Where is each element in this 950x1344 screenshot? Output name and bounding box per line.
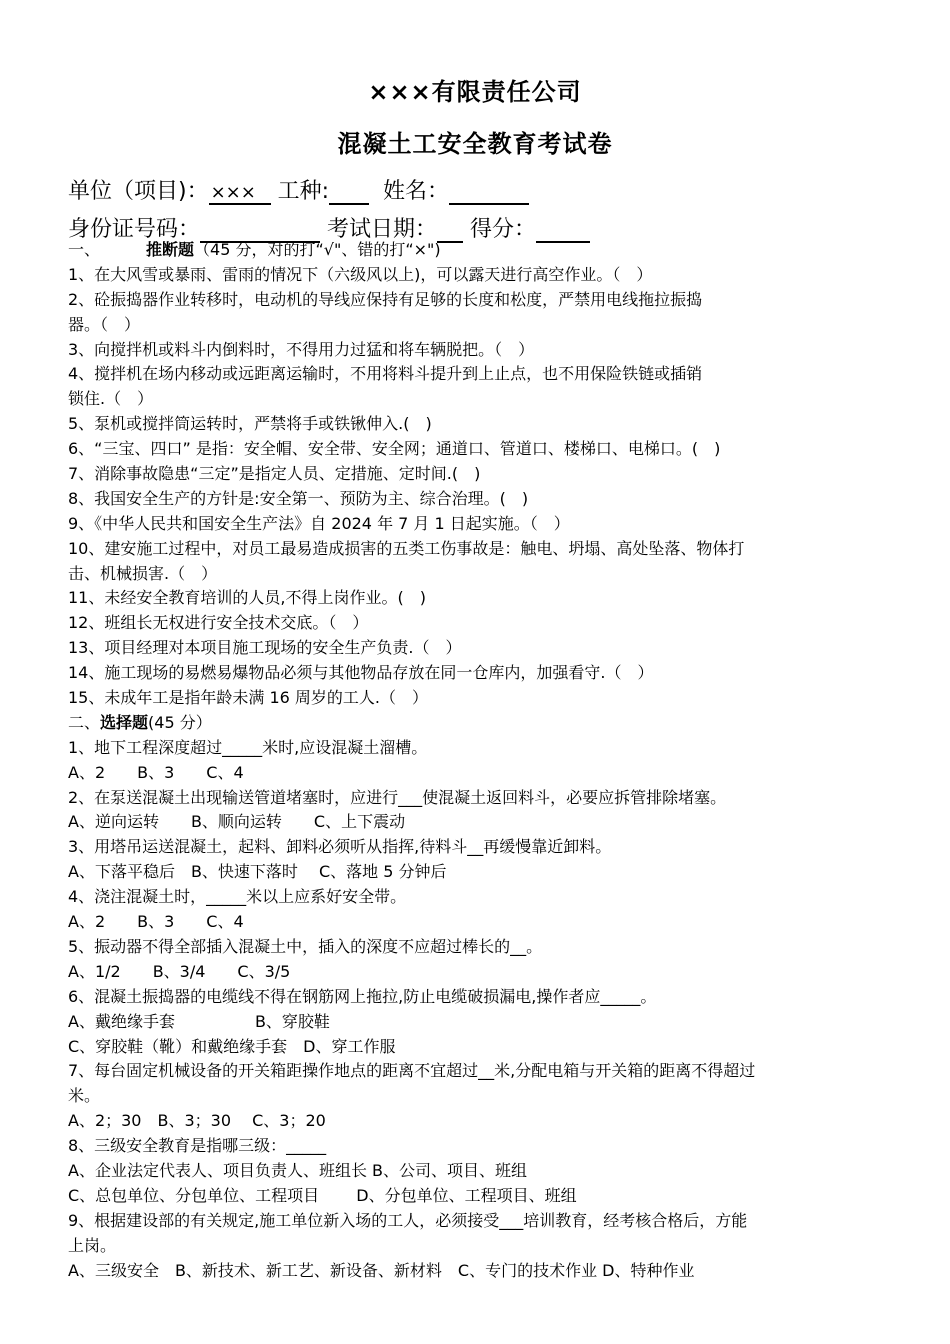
question-line: 锁住.（ ） — [68, 389, 154, 409]
option-line: A、三级安全 B、新技术、新工艺、新设备、新材料 C、专门的技术作业 D、特种作业 — [68, 1260, 695, 1280]
unit-value: ××× — [210, 182, 256, 203]
exam-body — [68, 238, 898, 1283]
question-line: 5、振动器不得全部插入混凝土中，插入的深度不应超过棒长的__。 — [68, 936, 543, 956]
section1-title: 推断题 — [146, 240, 195, 259]
question-line: 14、施工现场的易燃易爆物品必须与其他物品存放在同一仓库内，加强看守.（ ） — [68, 663, 654, 683]
question-line: 10、建安施工过程中，对员工最易造成损害的五类工伤事故是：触电、坍塌、高处坠落、物体打 — [68, 538, 745, 558]
question-line: 1、在大风雪或暴雨、雷雨的情况下（六级风以上)，可以露天进行高空作业。（ ） — [68, 264, 653, 284]
name-label: 姓名： — [383, 179, 450, 204]
trade-field[interactable] — [329, 181, 369, 205]
question-line: 1、地下工程深度超过_____米时,应设混凝土溜槽。 — [68, 737, 428, 757]
question-line: 7、消除事故隐患“三定”是指定人员、定措施、定时间.( ) — [68, 464, 481, 484]
section2-note: (45 分） — [148, 712, 212, 732]
option-line: A、逆向运转 B、顺向运转 C、上下震动 — [68, 812, 406, 832]
question-line: 4、浇注混凝土时，_____米以上应系好安全带。 — [68, 887, 407, 907]
question-line: 8、三级安全教育是指哪三级：_____ — [68, 1136, 327, 1156]
unit-field[interactable] — [209, 181, 271, 205]
question-line: 击、机械损害.（ ） — [68, 563, 218, 583]
question-line: 15、未成年工是指年龄未满 16 周岁的工人.（ ） — [68, 688, 428, 708]
question-line: 2、在泵送混凝土出现输送管道堵塞时，应进行___使混凝土返回料斗，必要应拆管排除堵塞。 — [68, 787, 727, 807]
unit-label: 单位（项目)： — [68, 179, 209, 204]
company-title: ×××有限责任公司 — [368, 78, 582, 106]
question-line: 上岗。 — [68, 1235, 117, 1255]
option-line: A、下落平稳后 B、快速下落时 C、落地 5 分钟后 — [68, 862, 447, 882]
question-line: 4、搅拌机在场内移动或远距离运输时，不用将料斗提升到上止点，也不用保险铁链或插销 — [68, 364, 703, 384]
question-line: 8、我国安全生产的方针是:安全第一、预防为主、综合治理。( ) — [68, 488, 529, 508]
exam-title: 混凝土工安全教育考试卷 — [337, 130, 613, 158]
question-line: 3、向搅拌机或料斗内倒料时，不得用力过猛和将车辆脱把。（ ） — [68, 339, 535, 359]
question-line: 11、未经安全教育培训的人员,不得上岗作业。( ) — [68, 588, 426, 608]
question-line: 2、砼振捣器作业转移时，电动机的导线应保持有足够的长度和松度，严禁用电线拖拉振捣 — [68, 289, 703, 309]
question-line: 器。（ ） — [68, 314, 141, 334]
question-line: 米。 — [68, 1086, 101, 1106]
question-line: 13、项目经理对本项目施工现场的安全生产负责.（ ） — [68, 638, 462, 658]
date-label: 考试日期： — [327, 217, 438, 242]
section2-prefix: 二、 — [68, 712, 101, 732]
trade-label: 工种: — [277, 179, 330, 204]
section1-heading — [68, 238, 898, 263]
section2-heading — [68, 711, 898, 736]
option-line: C、总包单位、分包单位、工程项目 D、分包单位、工程项目、班组 — [68, 1185, 577, 1205]
question-line: 5、泵机或搅拌筒运转时，严禁将手或铁锹伸入.( ) — [68, 414, 432, 434]
question-line: 6、“三宝、四口” 是指：安全帽、安全带、安全网；通道口、管道口、楼梯口、电梯口。( ) — [68, 439, 721, 459]
id-label: 身份证号码： — [68, 217, 201, 242]
question-line: 9、根据建设部的有关规定,施工单位新入场的工人，必须接受___培训教育，经考核合格后，方能 — [68, 1210, 748, 1230]
section1-note: （45 分，对的打“√"、错的打“×") — [194, 240, 441, 259]
info-row-1 — [68, 174, 529, 205]
question-line: 6、混凝土振捣器的电缆线不得在钢筋网上拖拉,防止电缆破损漏电,操作者应_____。 — [68, 986, 657, 1006]
option-line: A、2 B、3 C、4 — [68, 762, 244, 782]
question-line: 3、用塔吊运送混凝土，起料、卸料必须听从指挥,待料斗__再缓慢靠近卸料。 — [68, 837, 612, 857]
section2-title: 选择题 — [100, 712, 149, 732]
option-line: A、企业法定代表人、项目负责人、班组长 B、公司、项目、班组 — [68, 1160, 528, 1180]
option-line: A、2 B、3 C、4 — [68, 912, 244, 932]
question-line: 7、每台固定机械设备的开关箱距操作地点的距离不宜超过__米,分配电箱与开关箱的距离不得超过 — [68, 1061, 756, 1081]
option-line: C、穿胶鞋（靴）和戴绝缘手套 D、穿工作服 — [68, 1036, 396, 1056]
name-field[interactable] — [449, 181, 529, 205]
score-label: 得分： — [470, 217, 537, 242]
option-line: A、2；30 B、3；30 C、3；20 — [68, 1111, 326, 1131]
question-line: 9、《中华人民共和国安全生产法》自 2024 年 7 月 1 日起实施。（ ） — [68, 513, 570, 533]
option-line: A、1/2 B、3/4 C、3/5 — [68, 961, 291, 981]
section1-prefix: 一、 — [68, 240, 101, 259]
question-line: 12、班组长无权进行安全技术交底。（ ） — [68, 613, 369, 633]
option-line: A、戴绝缘手套 B、穿胶鞋 — [68, 1011, 330, 1031]
